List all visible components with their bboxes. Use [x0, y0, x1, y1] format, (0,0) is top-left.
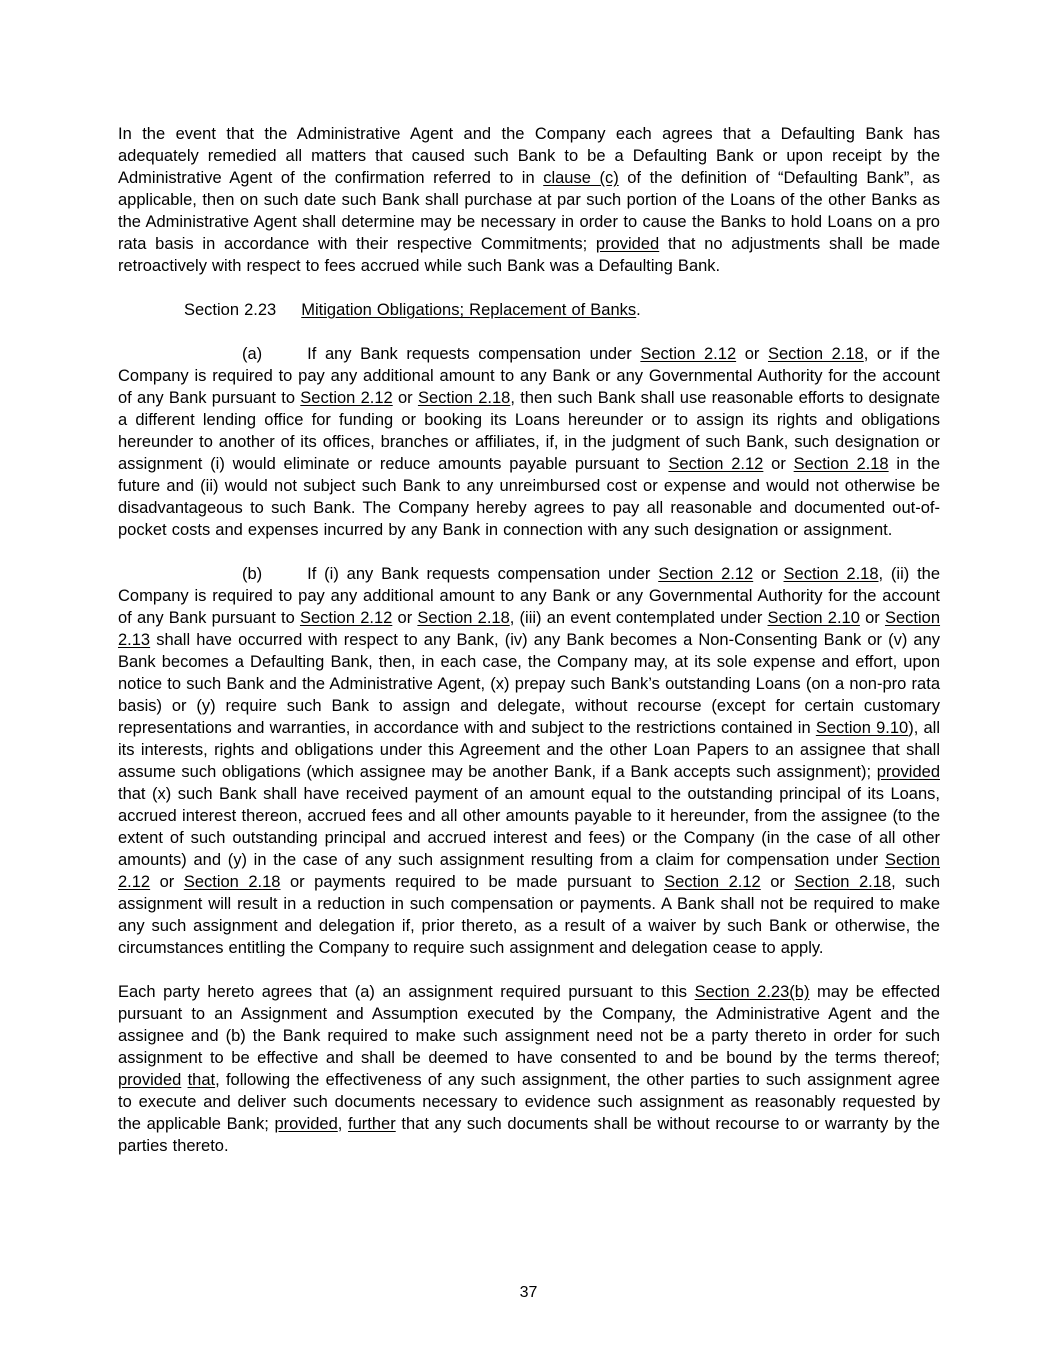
- underlined-reference: Section 2.18: [768, 345, 864, 363]
- paragraph-2: [118, 299, 940, 321]
- underlined-reference: Section 2.18: [794, 873, 892, 891]
- underlined-reference: further: [348, 1115, 396, 1133]
- paragraph-5: [118, 981, 940, 1157]
- underlined-reference: provided: [274, 1115, 338, 1133]
- text-run: or: [736, 345, 768, 363]
- text-run: or: [392, 389, 418, 407]
- page-number: 37: [519, 1284, 538, 1301]
- text-run: , or if the Company is required to pay any additional amount to any Bank or any Governmental Authority for the account of any Bank pursuant to: [118, 345, 940, 407]
- underlined-reference: provided: [595, 235, 660, 253]
- text-run: or: [392, 609, 418, 627]
- text-run: shall have occurred with respect to any Bank, (iv) any Bank becomes a Non-Consenting Bank or (v) any Bank becomes a Defaulting Bank, then, in each case, the Company may, at its sole expense and effort, upon notice to such Bank and the Administrative Agent, (x) prepay such Bank’s outstanding Loans (on a non-pro rata basis) or (y) require such Bank to assign and delegate, without recourse (except for certain customary representations and warranties, in accordance with and subject to the restrictions contained in: [118, 631, 940, 737]
- paragraph-1: [118, 123, 940, 277]
- text-run: ,: [337, 1115, 349, 1133]
- text-run: If (i) any Bank requests compensation under: [307, 565, 659, 583]
- text-run: (a): [242, 345, 263, 363]
- underlined-reference: Section 2.18: [417, 389, 511, 407]
- text-run: ), all its interests, rights and obligations under this Agreement and the other Loan Papers to an assignee that shall assume such obligations (which assignee may be another Bank, if a Bank accepts such assignment);: [118, 719, 940, 781]
- text-run: or: [760, 873, 795, 891]
- text-run: (b): [242, 565, 263, 583]
- underlined-reference: Section 2.18: [783, 565, 879, 583]
- underlined-reference: Section 2.13: [118, 609, 941, 649]
- underlined-reference: Section 9.10: [815, 719, 909, 737]
- paragraph-3: [118, 343, 940, 541]
- underlined-reference: Section 2.12: [640, 345, 737, 363]
- underlined-reference: Section 2.12: [664, 873, 761, 891]
- underlined-reference: provided: [876, 763, 940, 781]
- text-run: of the definition of “Defaulting Bank”, as applicable, then on such date such Bank shall purchase at par such portion of the Loans of the other Banks as the Administrative Agent shall determine may be necessary in order to cause the Banks to hold Loans on a pro rata basis in accordance with their respective Commitments;: [118, 169, 940, 253]
- underlined-reference: Section 2.12: [300, 389, 393, 407]
- text-run: may be effected pursuant to an Assignment and Assumption executed by the Company, the Administrative Agent and the assignee and (b) the Bank required to make such assignment need not be a party thereto in order for such assignment to be effective and shall be deemed to have consented to and be bound by the terms thereof;: [118, 983, 941, 1067]
- underlined-reference: Section 2.10: [767, 609, 860, 627]
- underlined-reference: clause (c): [543, 169, 619, 187]
- text-run: or: [753, 565, 784, 583]
- tab-gap: [262, 578, 307, 579]
- text-run: , following the effectiveness of any such assignment, the other parties to such assignment agree to execute and deliver such documents necessary to evidence such assignment as reasonably requested by the applicable Bank;: [118, 1071, 940, 1133]
- underlined-reference: Section 2.12: [299, 609, 393, 627]
- underlined-reference: that: [187, 1071, 216, 1089]
- text-run: or: [150, 873, 184, 891]
- text-run: , then such Bank shall use reasonable efforts to designate a different lending office for funding or booking its Loans hereunder or to assign its rights and obligations hereunder to another of its offices, branches or affiliates, if, in the judgment of such Bank, such designation or assignment (i) would eliminate or reduce amounts payable pursuant to: [118, 389, 940, 473]
- text-run: or payments required to be made pursuant to: [280, 873, 665, 891]
- paragraph-4: [118, 563, 940, 959]
- text-run: that (x) such Bank shall have received payment of an amount equal to the outstanding principal of its Loans, accrued interest thereon, accrued fees and all other amounts payable to it hereunder, from the assignee (to the extent of such outstanding principal and accrued interest and fees) or the Company (in the case of all other amounts) and (y) in the case of any such assignment resulting from a claim for compensation under: [118, 785, 940, 869]
- underlined-reference: Mitigation Obligations; Replacement of Banks: [301, 301, 637, 319]
- tab-gap: [262, 358, 307, 359]
- text-run: or: [859, 609, 885, 627]
- text-run: in the future and (ii) would not subject such Bank to any unreimbursed cost or expense and would not otherwise be disadvantageous to such Bank. The Company hereby agrees to pay all reasonable and documented out-of-pocket costs and expenses incurred by any Bank in connection with any such designation or assignment.: [118, 455, 941, 539]
- text-run: , (iii) an event contemplated under: [509, 609, 768, 627]
- underlined-reference: provided: [118, 1071, 182, 1089]
- underlined-reference: Section 2.12: [658, 565, 754, 583]
- underlined-reference: Section 2.18: [183, 873, 281, 891]
- text-run: , (ii) the Company is required to pay any additional amount to any Bank or any Governmental Authority for the account of any Bank pursuant to: [118, 565, 941, 627]
- document-body: [118, 123, 940, 1179]
- underlined-reference: Section 2.23(b): [694, 983, 810, 1001]
- text-run: If any Bank requests compensation under: [307, 345, 641, 363]
- text-run: In the event that the Administrative Agent and the Company each agrees that a Defaulting Bank has adequately remedied all matters that caused such Bank to be a Defaulting Bank or upon receipt by the Administrative Agent of the confirmation referred to in: [118, 125, 940, 187]
- text-run: or: [763, 455, 794, 473]
- tab-gap: [276, 314, 301, 315]
- text-run: .: [636, 301, 641, 319]
- text-run: Section 2.23: [184, 301, 277, 319]
- underlined-reference: Section 2.12: [668, 455, 764, 473]
- underlined-reference: Section 2.18: [417, 609, 510, 627]
- underlined-reference: Section 2.12: [118, 851, 940, 891]
- text-run: that any such documents shall be without recourse to or warranty by the parties thereto.: [118, 1115, 940, 1155]
- text-run: that no adjustments shall be made retroactively with respect to fees accrued while such Bank was a Defaulting Bank.: [118, 235, 940, 275]
- text-run: Each party hereto agrees that (a) an assignment required pursuant to this: [118, 983, 695, 1001]
- text-run: , such assignment will result in a reduction in such compensation or payments. A Bank shall not be required to make any such assignment and delegation if, prior thereto, as a result of a waiver by such Bank or otherwise, the circumstances entitling the Company to require such assignment and delegation cease to apply.: [118, 873, 941, 957]
- underlined-reference: Section 2.18: [793, 455, 889, 473]
